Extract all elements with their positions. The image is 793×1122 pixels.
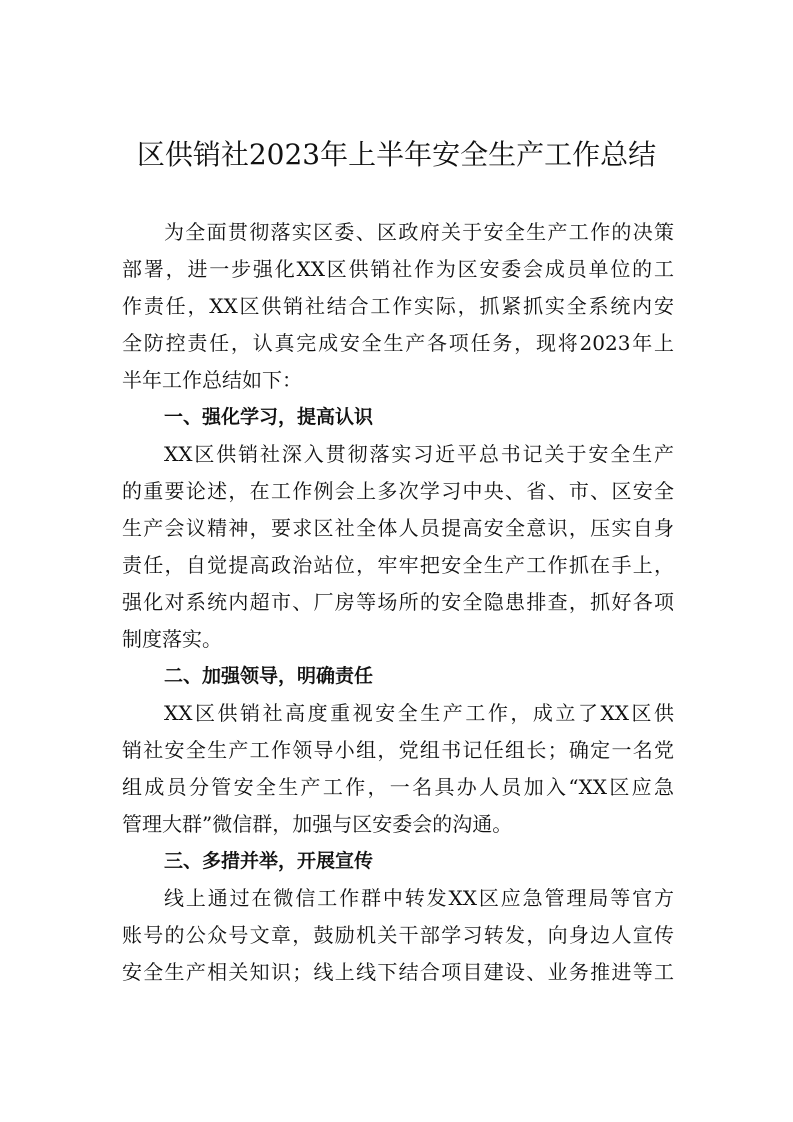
paragraph-line: 半年工作总结如下：	[122, 368, 302, 392]
section-heading: 二、加强领导，明确责任	[164, 665, 374, 687]
section-heading: 一、强化学习，提高认识	[164, 406, 374, 428]
paragraph-line: 责任，自觉提高政治站位，牢牢把安全生产工作抓在手上，	[122, 553, 674, 577]
paragraph-line: 作责任，XX区供销社结合工作实际，抓紧抓实全系统内安	[122, 294, 674, 318]
document-title: 区供销社2023年上半年安全生产工作总结	[136, 138, 657, 171]
paragraph-line: 制度落实。	[122, 627, 222, 651]
paragraph-line: 管理大群”微信群，加强与区安委会的沟通。	[122, 812, 513, 836]
paragraph	[122, 214, 674, 399]
paragraph-line: 全防控责任，认真完成安全生产各项任务，现将2023年上	[122, 331, 674, 355]
paragraph-line: 销社安全生产工作领导小组，党组书记任组长；确定一名党	[122, 738, 674, 762]
paragraph-line: 线上通过在微信工作群中转发XX区应急管理局等官方	[164, 886, 674, 910]
document-body	[122, 214, 674, 991]
paragraph	[122, 880, 674, 991]
paragraph-line: 强化对系统内超市、厂房等场所的安全隐患排查，抓好各项	[122, 590, 674, 614]
paragraph-line: XX区供销社深入贯彻落实习近平总书记关于安全生产	[164, 442, 674, 466]
paragraph-line: 的重要论述，在工作例会上多次学习中央、省、市、区安全	[122, 479, 674, 503]
paragraph	[122, 695, 674, 843]
paragraph-line: XX区供销社高度重视安全生产工作，成立了XX区供	[164, 701, 674, 725]
paragraph-line: 为全面贯彻落实区委、区政府关于安全生产工作的决策	[164, 220, 674, 244]
paragraph-line: 生产会议精神，要求区社全体人员提高安全意识，压实自身	[122, 516, 674, 540]
paragraph-line: 组成员分管安全生产工作，一名具办人员加入“XX区应急	[122, 775, 674, 799]
paragraph-line: 账号的公众号文章，鼓励机关干部学习转发，向身边人宣传	[122, 923, 674, 947]
paragraph-line: 安全生产相关知识；线上线下结合项目建设、业务推进等工	[122, 960, 674, 984]
section-heading: 三、多措并举，开展宣传	[164, 850, 374, 872]
paragraph	[122, 436, 674, 658]
paragraph-line: 部署，进一步强化XX区供销社作为区安委会成员单位的工	[122, 257, 674, 281]
